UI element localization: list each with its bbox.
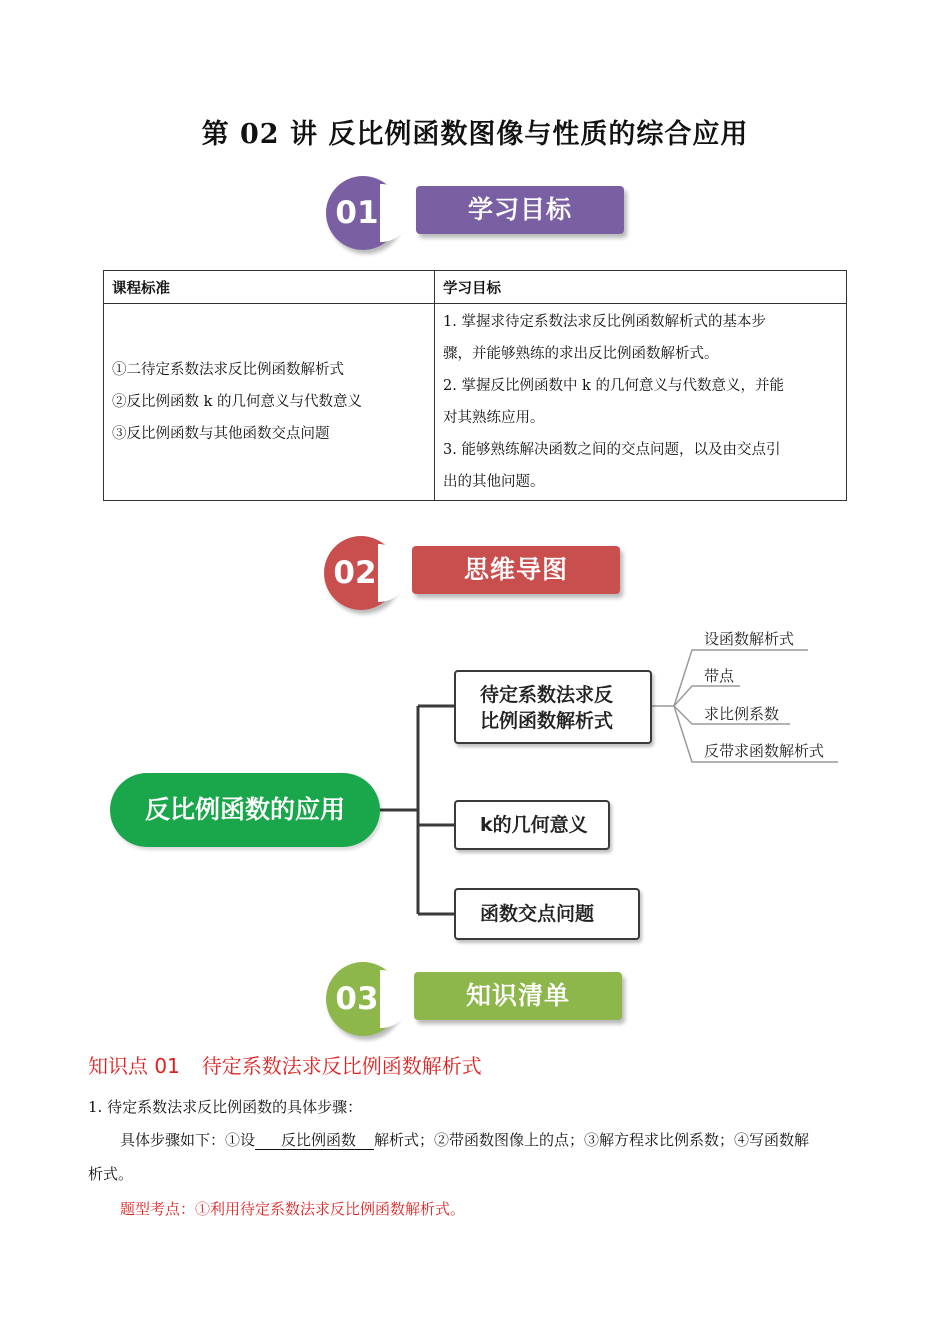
goal-line: 对其熟练应用。 bbox=[443, 410, 545, 426]
steps-text-a: 具体步骤如下：①设 bbox=[120, 1131, 256, 1149]
section-label: 思维导图 bbox=[412, 546, 620, 594]
standard-item: ②反比例函数 k 的几何意义与代数意义 bbox=[112, 394, 363, 410]
paragraph-steps bbox=[120, 1129, 809, 1150]
knowledge-point-number: 知识点 01 bbox=[88, 1054, 180, 1078]
mindmap-leaf: 反带求函数解析式 bbox=[704, 742, 825, 760]
table-header-standard: 课程标准 bbox=[104, 271, 435, 304]
steps-text-b: 解析式；②带函数图像上的点；③解方程求比例系数；④写函数解 bbox=[374, 1131, 810, 1149]
paragraph-steps-cont: 析式。 bbox=[88, 1165, 134, 1183]
goal-line: 骤，并能够熟练的求出反比例函数解析式。 bbox=[443, 346, 719, 362]
mindmap-leaf: 求比例系数 bbox=[704, 705, 780, 723]
exam-point-note: 题型考点：①利用待定系数法求反比例函数解析式。 bbox=[120, 1200, 466, 1218]
section-label: 知识清单 bbox=[414, 972, 622, 1020]
section-number: 03 bbox=[335, 981, 379, 1017]
paragraph-steps-intro: 1. 待定系数法求反比例函数的具体步骤： bbox=[88, 1098, 363, 1116]
section-label: 学习目标 bbox=[416, 186, 624, 234]
goal-line: 2. 掌握反比例函数中 k 的几何意义与代数意义，并能 bbox=[443, 378, 784, 394]
goal-line: 3. 能够熟练解决函数之间的交点问题，以及由交点引 bbox=[443, 442, 781, 458]
goal-line: 1. 掌握求待定系数法求反比例函数解析式的基本步 bbox=[443, 314, 766, 330]
section-number: 02 bbox=[333, 555, 377, 591]
mindmap-root: 反比例函数的应用 bbox=[110, 773, 380, 847]
page-title: 第 02 讲 反比例函数图像与性质的综合应用 bbox=[201, 119, 749, 150]
fill-blank: 反比例函数 bbox=[255, 1131, 374, 1150]
branch-line: 待定系数法求反 bbox=[480, 684, 614, 706]
mindmap-branch-k: k的几何意义 bbox=[454, 800, 610, 850]
table-header-goal: 学习目标 bbox=[435, 271, 847, 304]
mindmap-branch-intersection: 函数交点问题 bbox=[454, 888, 640, 940]
knowledge-point-text: 待定系数法求反比例函数解析式 bbox=[201, 1054, 482, 1078]
branch-line: 比例函数解析式 bbox=[480, 710, 614, 732]
goal-line: 出的其他问题。 bbox=[443, 474, 545, 490]
section-number: 01 bbox=[335, 195, 379, 231]
mindmap-branch-fitting bbox=[454, 670, 652, 744]
knowledge-point-title bbox=[88, 1050, 504, 1079]
mindmap-leaf: 带点 bbox=[704, 667, 735, 685]
standard-item: ①二待定系数法求反比例函数解析式 bbox=[112, 362, 344, 378]
standard-item: ③反比例函数与其他函数交点问题 bbox=[112, 426, 330, 442]
mindmap-leaf: 设函数解析式 bbox=[704, 630, 795, 648]
